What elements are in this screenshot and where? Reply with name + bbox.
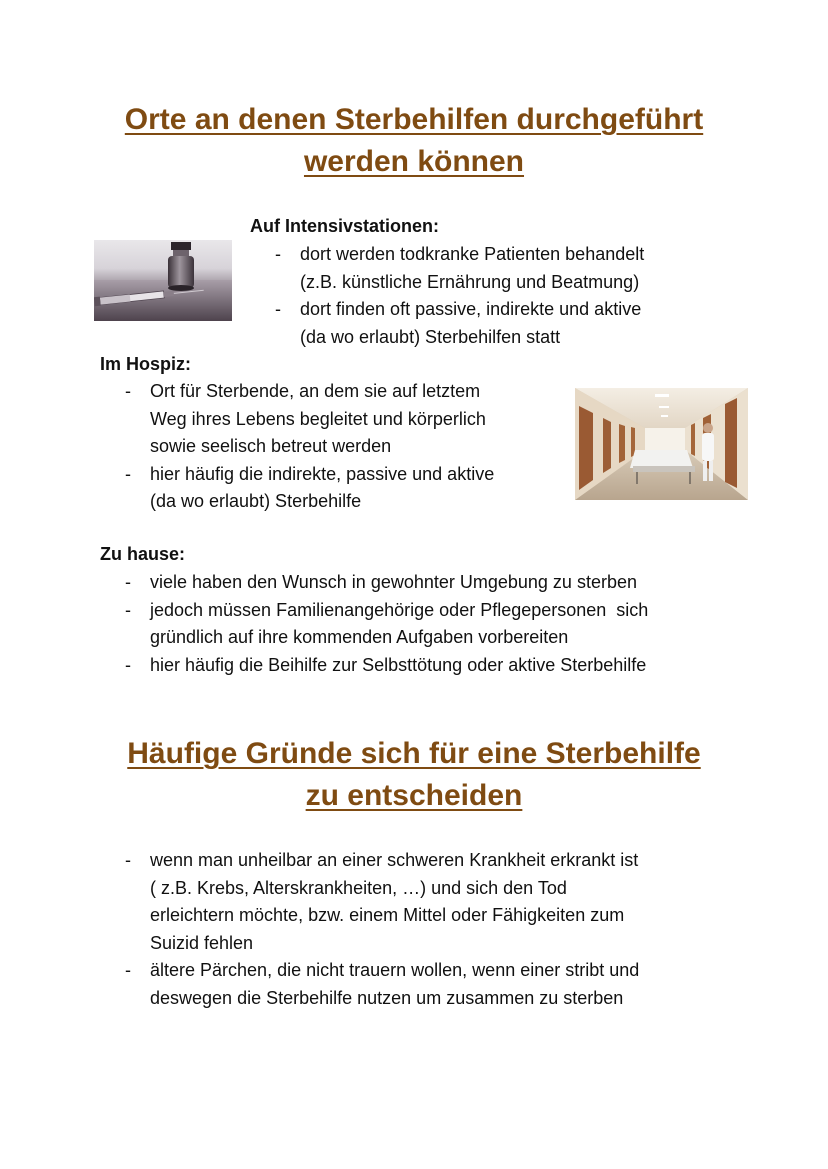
list-item-line: - hier häufig die indirekte, passive und aktive	[150, 463, 495, 484]
list-item-line: sowie seelisch betreut werden	[150, 436, 392, 456]
list-item	[100, 957, 760, 1012]
list-item-line: - dort finden oft passive, indirekte und aktive	[300, 299, 642, 319]
list-item	[100, 569, 760, 597]
list-item-line: (da wo erlaubt) Sterbehilfen statt	[300, 326, 561, 347]
list-item-line: (da wo erlaubt) Sterbehilfe	[150, 491, 362, 511]
list-item-line: - Ort für Sterbende, an dem sie auf letztem	[150, 381, 481, 401]
list-item-line: - hier häufig die Beihilfe zur Selbsttötung oder aktive Sterbehilfe	[150, 654, 647, 675]
list-zu-hause	[100, 569, 760, 679]
hospital-corridor-photo	[575, 388, 748, 500]
list-item-line: Suizid fehlen	[150, 932, 254, 953]
list-item-line: - dort werden todkranke Patienten behandelt	[300, 244, 645, 264]
list-item-line: - jedoch müssen Familienangehörige oder Pflegepersonen sich	[150, 599, 649, 620]
heading-hospiz: Im Hospiz:	[100, 354, 192, 374]
list-item	[100, 597, 760, 652]
section-title-orte-line2: werden können	[303, 145, 525, 178]
list-item-line: - viele haben den Wunsch in gewohnter Umgebung zu sterben	[150, 572, 637, 592]
list-item	[100, 461, 570, 516]
list-item-line: deswegen die Sterbehilfe nutzen um zusammen zu sterben	[150, 987, 624, 1008]
list-item-line: gründlich auf ihre kommenden Aufgaben vorbereiten	[150, 627, 569, 647]
list-item-line: erleichtern möchte, bzw. einem Mittel oder Fähigkeiten zum	[150, 905, 625, 925]
list-item-line: Weg ihres Lebens begleitet und körperlich	[150, 408, 486, 429]
heading-zu-hause: Zu hause:	[100, 544, 186, 564]
section-title-gruende-line1: Häufige Gründe sich für eine Sterbehilfe	[127, 737, 701, 770]
section-title-orte-line1: Orte an denen Sterbehilfen durchgeführt	[124, 103, 704, 136]
section-title-gruende-line2: zu entscheiden	[305, 779, 523, 812]
list-item-line: (z.B. künstliche Ernährung und Beatmung)	[300, 271, 640, 292]
section-title-gruende	[0, 733, 828, 817]
hospital-corridor-graphic	[575, 388, 748, 500]
list-item	[250, 241, 730, 296]
list-item	[100, 847, 760, 957]
list-item-line: - ältere Pärchen, die nicht trauern wollen, wenn einer stribt und	[150, 960, 640, 980]
list-item-line: ( z.B. Krebs, Alterskrankheiten, …) und sich den Tod	[150, 877, 567, 898]
syringe-photo	[94, 240, 232, 321]
list-gruende	[100, 847, 760, 1012]
list-item	[100, 652, 760, 680]
heading-intensivstationen: Auf Intensivstationen:	[250, 216, 440, 236]
list-item	[250, 296, 730, 351]
list-hospiz	[100, 378, 570, 516]
list-intensivstationen	[250, 241, 730, 351]
syringe-photo-graphic	[94, 240, 232, 321]
list-item	[100, 378, 570, 461]
section-title-orte	[0, 99, 828, 183]
list-item-line: - wenn man unheilbar an einer schweren Krankheit erkrankt ist	[150, 850, 639, 870]
